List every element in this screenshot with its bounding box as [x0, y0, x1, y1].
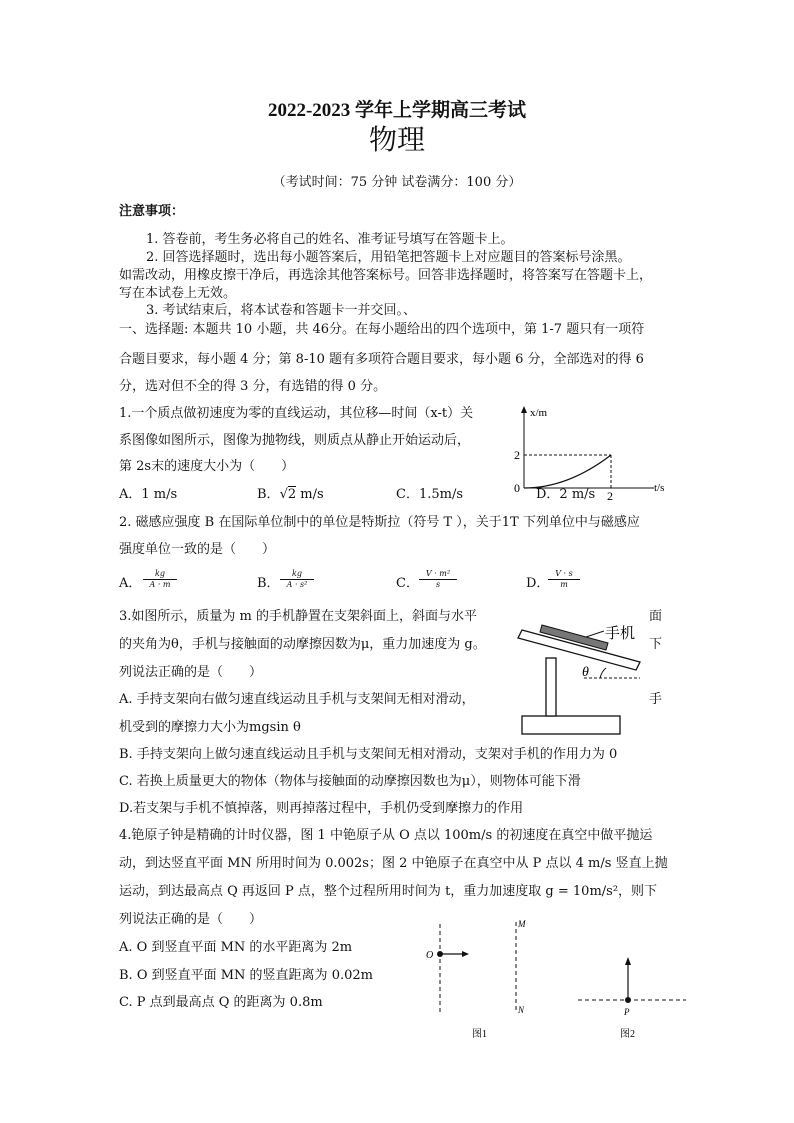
- notice-item-1: 1. 答卷前，考生务必将自己的姓名、准考证号填写在答题卡上。: [146, 232, 514, 247]
- graph-y-tick: 2: [514, 448, 520, 462]
- fig1-label-m: M: [518, 919, 526, 929]
- stand-post: [546, 658, 556, 716]
- q1-option-b-unit: m/s: [296, 487, 324, 502]
- figure-2: [578, 957, 686, 1040]
- section1-line1: 一、选择题: 本题共 10 小题，共 46分。在每小题给出的四个选项中，第 1-7 题只有一项符: [119, 322, 645, 337]
- q3-line2-tail: 下: [649, 637, 663, 652]
- q3-option-d: D.若支架与手机不慎掉落，则再掉落过程中，手机仍受到摩擦力的作用: [119, 801, 524, 816]
- sqrt-icon: √: [279, 487, 288, 502]
- q3-phone-stand-figure: [514, 612, 648, 738]
- q2-line1: 2. 磁感应强度 B 在国际单位制中的单位是特斯拉（符号 T ），关于1T 下列单位中与磁感应: [119, 515, 640, 530]
- figure-1: [426, 919, 526, 1040]
- q2-option-d-label: D．: [526, 576, 550, 591]
- notice-heading: 注意事项：: [119, 204, 185, 219]
- fig1-caption: 图1: [472, 1029, 487, 1040]
- angle-arc: [600, 668, 606, 678]
- q2-option-d-denominator: m: [560, 580, 568, 589]
- q3-line3: 列说法正确的是（ ）: [119, 665, 263, 680]
- q2-option-b-fraction: [280, 569, 314, 590]
- q3-line2: 的夹角为θ，手机与接触面的动摩擦因数为μ，重力加速度为 g。: [119, 637, 486, 652]
- exam-title: 2022-2023 学年上学期高三考试: [267, 100, 527, 121]
- graph-x-label: t/s: [654, 482, 665, 494]
- arrow-right-icon: [462, 951, 469, 957]
- q2-option-b-numerator: kg: [292, 569, 302, 578]
- q2-option-b-label: B．: [257, 576, 280, 591]
- q1-line2: 系图像如图所示，图像为抛物线，则质点从静止开始运动后，: [119, 433, 471, 448]
- label-pointer: [586, 631, 604, 637]
- q2-option-a-label: A．: [119, 576, 142, 591]
- q2-option-d-fraction: [548, 569, 580, 590]
- angle-label: θ: [582, 665, 589, 680]
- q2-option-b-denominator: A · s²: [286, 580, 308, 589]
- q3-option-a-tail: 手: [649, 692, 663, 707]
- notice-item-2: 2. 回答选择题时，选出每小题答案后，用铅笔把答题卡上对应题目的答案标号涂黑。: [146, 250, 631, 265]
- q4-option-a: A. O 到竖直平面 MN 的水平距离为 2m: [119, 940, 353, 955]
- graph-y-label: x/m: [530, 407, 548, 419]
- q3-option-b: B. 手持支架向上做匀速直线运动且手机与支架间无相对滑动，支架对手机的作用力为 0: [119, 747, 618, 762]
- notice-item-2-end: 写在本试卷上无效。: [119, 286, 237, 301]
- q4-line4: 列说法正确的是（ ）: [119, 912, 263, 927]
- subject-title: 物理: [368, 123, 425, 156]
- q4-figures: [420, 914, 700, 1044]
- q2-option-d-numerator: V · s: [555, 569, 573, 578]
- q1-option-a: A．1 m/s: [119, 487, 178, 502]
- q4-line3: 运动，到达最高点 Q 再返回 P 点，整个过程所用时间为 t，重力加速度取 g = 10m/s²，则下: [119, 884, 658, 899]
- q2-option-a-fraction: [143, 569, 177, 590]
- phone-label: 手机: [605, 626, 636, 642]
- y-axis-arrow-icon: [521, 406, 527, 413]
- q3-line1-tail: 面: [649, 609, 663, 624]
- q2-line2: 强度单位一致的是（ ）: [119, 542, 276, 557]
- q1-line3: 第 2s末的速度大小为（ ）: [119, 459, 295, 474]
- graph-x-tick: 2: [607, 489, 613, 500]
- exam-info: （考试时间：75 分钟 试卷满分：100 分）: [272, 175, 522, 190]
- fig1-label-o: O: [426, 950, 434, 961]
- q1-option-b-radicand: 2: [287, 487, 297, 502]
- notice-item-3: 3. 考试结束后，将本试卷和答题卡一并交回。、: [146, 303, 417, 318]
- q1-option-b-label: B．: [257, 487, 280, 502]
- q4-option-c: C. P 点到最高点 Q 的距离为 0.8m: [119, 995, 323, 1010]
- graph-origin: 0: [514, 481, 520, 495]
- q1-option-c: C．1.5m/s: [396, 487, 463, 502]
- fig2-caption: 图2: [620, 1029, 635, 1040]
- q2-option-c-denominator: s: [435, 580, 441, 589]
- arrow-up-icon: [625, 957, 631, 965]
- q3-line1: 3.如图所示，质量为 m 的手机静置在支架斜面上，斜面与水平: [119, 609, 477, 624]
- q4-option-b: B. O 到竖直平面 MN 的竖直距离为 0.02m: [119, 968, 373, 983]
- q1-option-d: D．2 m/s: [536, 487, 596, 502]
- q2-option-a-numerator: kg: [155, 569, 165, 578]
- q3-option-c: C. 若换上质量更大的物体（物体与接触面的动摩擦因数也为μ），则物体可能下滑: [119, 774, 581, 789]
- q1-xt-graph: [508, 404, 668, 500]
- section1-line3: 分，选对但不全的得 3 分，有选错的得 0 分。: [119, 379, 387, 394]
- notice-item-2-cont: 如需改动，用橡皮擦干净后，再选涂其他答案标号。回答非选择题时，将答案写在答题卡上，: [119, 268, 653, 283]
- q2-option-c-numerator: V · m²: [425, 569, 451, 578]
- fig1-label-n: N: [518, 1005, 525, 1015]
- fig2-label-p: P: [624, 1007, 630, 1017]
- stand-base: [522, 716, 620, 734]
- q2-option-c-label: C．: [396, 576, 419, 591]
- q2-option-c-fraction: [419, 569, 457, 590]
- q4-line2: 动，到达竖直平面 MN 所用时间为 0.002s；图 2 中铯原子在真空中从 P 点以 4 m/s 竖直上抛: [119, 856, 668, 871]
- q2-option-a-denominator: A · m: [149, 580, 171, 589]
- parabola-curve: [524, 455, 611, 488]
- q4-line1: 4.铯原子钟是精确的计时仪器，图 1 中铯原子从 O 点以 100m/s 的初速度在真空中做平抛运: [119, 828, 653, 843]
- q3-option-a-cont: 机受到的摩擦力大小为mgsin θ: [119, 720, 301, 735]
- q1-line1: 1.一个质点做初速度为零的直线运动，其位移—时间（x-t）关: [119, 406, 474, 421]
- section1-line2: 合题目要求，每小题 4 分；第 8-10 题有多项符合题目要求，每小题 6 分，全部选对的得 6: [119, 352, 644, 367]
- q3-option-a: A. 手持支架向右做匀速直线运动且手机与支架间无相对滑动，: [119, 692, 475, 707]
- q1-option-b: [257, 486, 324, 504]
